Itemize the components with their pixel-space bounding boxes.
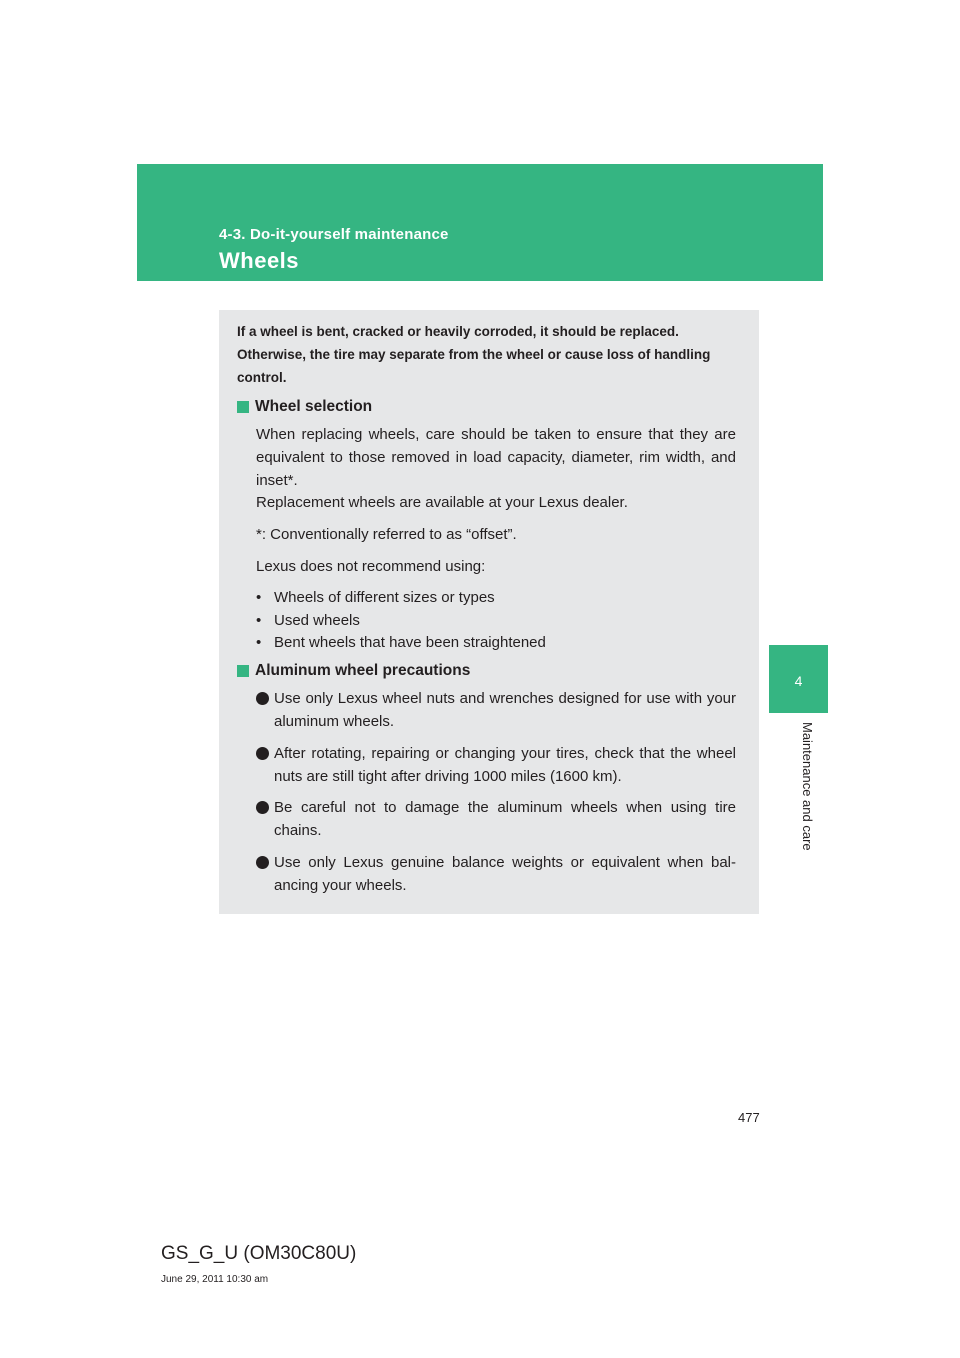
aluminum-heading xyxy=(237,662,470,680)
wheel-selection-paragraph: When replacing wheels, care should be taken to ensure that they are equivalent to those removed in load capacity, diameter, rim width, and inset*. xyxy=(256,426,736,489)
page-number: 477 xyxy=(738,1110,760,1125)
chapter-label: Maintenance and care xyxy=(800,722,815,851)
not-recommend-text: Lexus does not recommend using: xyxy=(256,558,486,575)
chapter-tab xyxy=(769,645,828,713)
not-recommend-list xyxy=(256,587,546,655)
circle-bullet-icon xyxy=(256,692,269,705)
dealer-paragraph: Replacement wheels are available at your Lexus dealer. xyxy=(256,494,628,511)
bullet-dot-icon: • xyxy=(256,611,262,629)
wheel-selection-heading-text: Wheel selection xyxy=(255,398,373,415)
circle-bullet-icon xyxy=(256,856,269,869)
list-item: Use only Lexus genuine balance weights or equivalent when bal-ancing your wheels. xyxy=(256,851,736,897)
list-item: Be careful not to damage the aluminum wheels when using tire chains. xyxy=(256,796,736,842)
section-label: 4-3. Do-it-yourself maintenance xyxy=(219,226,449,243)
square-bullet-icon xyxy=(237,665,249,677)
aluminum-heading-text: Aluminum wheel precautions xyxy=(255,662,471,679)
chapter-number: 4 xyxy=(794,673,803,689)
list-item: • Used wheels xyxy=(256,610,546,633)
wheel-selection-heading xyxy=(237,398,372,416)
intro-text: If a wheel is bent, cracked or heavily corroded, it should be replaced. Otherwise, the tire may separate from the wheel or cause loss of handling control. xyxy=(237,324,711,385)
content-box xyxy=(219,310,759,914)
list-item: After rotating, repairing or changing your tires, check that the wheel nuts are still tight after driving 1000 miles (1600 km). xyxy=(256,742,736,788)
bullet-dot-icon: • xyxy=(256,634,262,651)
list-item: • Bent wheels that have been straightened xyxy=(256,632,546,655)
list-item: Use only Lexus wheel nuts and wrenches designed for use with your aluminum wheels. xyxy=(256,687,736,733)
document-code: GS_G_U (OM30C80U) xyxy=(161,1243,357,1264)
circle-bullet-icon xyxy=(256,747,269,760)
page-title: Wheels xyxy=(219,248,300,273)
square-bullet-icon xyxy=(237,401,249,413)
section-header xyxy=(137,164,823,281)
offset-footnote: *: Conventionally referred to as “offset”. xyxy=(256,526,517,543)
circle-bullet-icon xyxy=(256,801,269,814)
bullet-dot-icon: • xyxy=(256,589,262,606)
list-item: • Wheels of different sizes or types xyxy=(256,587,546,610)
document-date: June 29, 2011 10:30 am xyxy=(161,1274,269,1285)
